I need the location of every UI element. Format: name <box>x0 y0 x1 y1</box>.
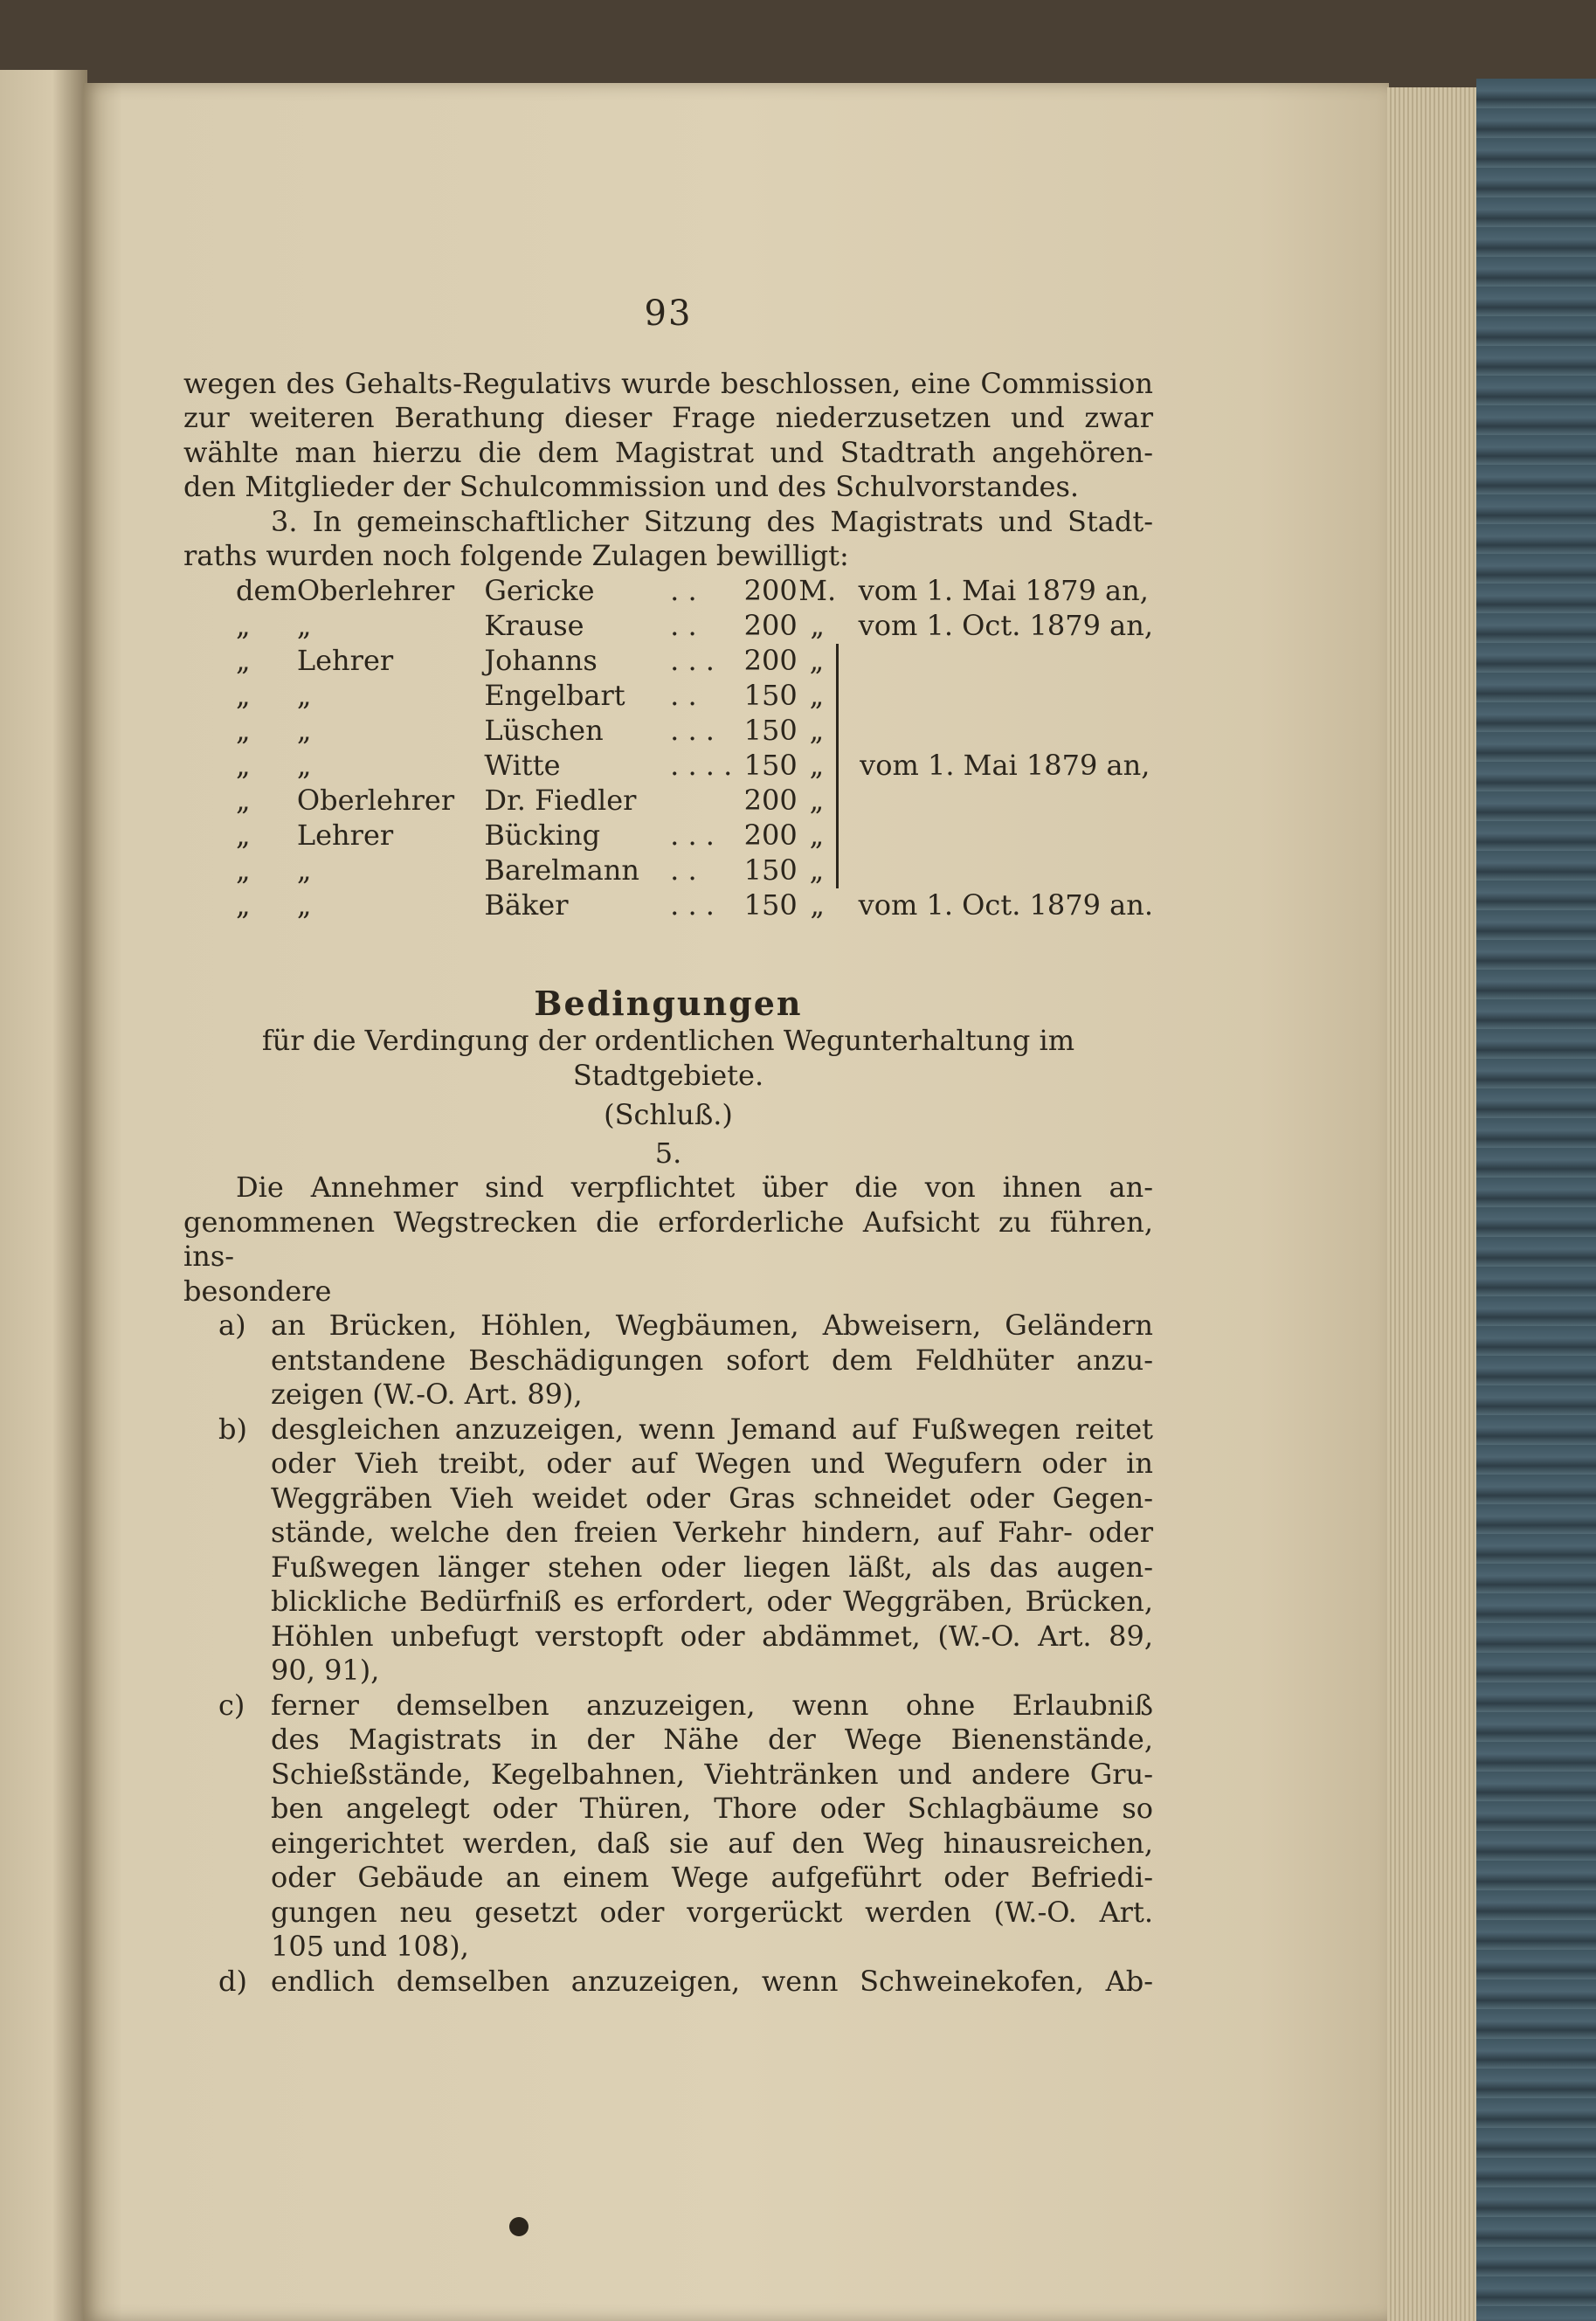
allowance-amount: 200 <box>743 608 798 642</box>
item-text <box>271 1965 1153 2000</box>
allowance-role: Oberlehrer <box>296 573 455 607</box>
text-line: besondere <box>183 1274 332 1308</box>
allowance-role: „ <box>296 713 312 747</box>
text-line: Höhlen unbefugt verstopft oder abdämmet, (W.-O. Art. 89, <box>271 1619 1153 1653</box>
section-title: Bedingungen <box>534 983 803 1023</box>
allowance-role: „ <box>296 678 312 712</box>
allowance-prefix: „ <box>236 818 251 852</box>
allowance-name: Dr. Fiedler <box>484 783 637 817</box>
text-line: oder Vieh treibt, oder auf Wegen und Wegufern oder in <box>271 1447 1153 1480</box>
allowance-table <box>236 574 1153 923</box>
text-line: Weggräben Vieh weidet oder Gras schneidet oder Gegen- <box>271 1481 1153 1515</box>
ink-dot <box>509 2217 529 2236</box>
allowance-prefix: „ <box>236 853 251 887</box>
allowance-amount: 200 <box>743 818 798 852</box>
allowance-name: Barelmann <box>484 853 640 887</box>
allowance-amount: 200 <box>743 643 798 677</box>
page-content <box>183 294 1153 1999</box>
allowance-unit: M. <box>798 573 837 607</box>
text-line: 90, 91), <box>271 1654 380 1687</box>
text-line: ferner demselben anzuzeigen, wenn ohne Erlaubniß <box>271 1688 1153 1722</box>
allowance-dots: . . . <box>670 818 715 852</box>
item-label: c) <box>218 1688 245 1722</box>
allowance-role: Oberlehrer <box>296 783 455 817</box>
allowance-role: „ <box>296 853 312 887</box>
subtitle-line: Stadtgebiete. <box>572 1058 764 1092</box>
allowance-prefix: „ <box>236 888 251 922</box>
text-line: Fußwegen länger stehen oder liegen läßt, als das augen- <box>271 1550 1153 1584</box>
text-line: genommenen Wegstrecken die erforderliche Aufsicht zu führen, ins- <box>183 1205 1153 1273</box>
allowance-row <box>236 644 1153 679</box>
allowance-unit: „ <box>809 818 825 852</box>
text-line: blickliche Bedürfniß es erfordert, oder Weggräben, Brücken, <box>271 1585 1153 1618</box>
allowance-amount: 150 <box>743 748 798 782</box>
allowance-row <box>236 888 1153 923</box>
text-line: wegen des Gehalts-Regulativs wurde beschlossen, eine Commission <box>183 366 1153 400</box>
page-number: 93 <box>644 294 693 334</box>
text-line: 105 und 108), <box>271 1930 469 1963</box>
section-3-paragraph <box>183 505 1153 574</box>
text-line: Schießstände, Kegelbahnen, Viehtränken und andere Gru- <box>271 1757 1153 1791</box>
allowance-amount: 150 <box>743 888 798 922</box>
allowance-prefix: „ <box>236 748 251 782</box>
allowance-name: Krause <box>484 608 584 642</box>
allowance-note: vom 1. Oct. 1879 an. <box>858 888 1153 922</box>
item-text <box>271 1309 1153 1413</box>
text-line: endlich demselben anzuzeigen, wenn Schweinekofen, Ab- <box>271 1964 1153 1998</box>
paragraph-5 <box>183 1171 1153 1309</box>
allowance-prefix: „ <box>236 608 251 642</box>
allowance-note: vom 1. Mai 1879 an, <box>858 573 1149 607</box>
obligation-item <box>183 1309 1153 1413</box>
text-line: an Brücken, Höhlen, Wegbäumen, Abweisern, Geländern <box>271 1309 1153 1342</box>
allowance-role: Lehrer <box>296 818 394 852</box>
allowance-role: „ <box>296 888 312 922</box>
allowance-dots: . . . <box>670 713 715 747</box>
allowance-role: „ <box>296 608 312 642</box>
obligation-item <box>183 1413 1153 1689</box>
item-label: b) <box>218 1412 247 1446</box>
item-text <box>271 1689 1153 1965</box>
allowance-prefix: dem <box>236 573 297 607</box>
text-line: raths wurden noch folgende Zulagen bewilligt: <box>183 539 849 572</box>
allowance-name: Johanns <box>484 643 598 677</box>
text-line: zeigen (W.-O. Art. 89), <box>271 1378 583 1411</box>
obligation-item <box>183 1965 1153 2000</box>
text-line: ben angelegt oder Thüren, Thore oder Schlagbäume so <box>271 1792 1153 1825</box>
allowance-dots: . . . . <box>670 748 733 782</box>
allowance-dots: . . . <box>670 888 715 922</box>
item-label: a) <box>218 1309 246 1342</box>
allowance-name: Witte <box>484 748 561 782</box>
allowance-dots: . . <box>670 853 697 887</box>
book-cover-edge <box>1476 79 1596 2321</box>
allowance-amount: 150 <box>743 713 798 747</box>
allowance-unit: „ <box>809 853 825 887</box>
item-text <box>271 1413 1153 1689</box>
allowance-prefix: „ <box>236 783 251 817</box>
allowance-role: Lehrer <box>296 643 394 677</box>
allowance-prefix: „ <box>236 643 251 677</box>
continued-note: (Schluß.) <box>604 1098 733 1131</box>
text-line: wählte man hierzu die dem Magistrat und Stadtrath angehören- <box>183 435 1153 469</box>
text-line: Die Annehmer sind verpflichtet über die von ihnen an- <box>236 1171 1153 1204</box>
text-line: den Mitglieder der Schulcommission und des Schulvorstandes. <box>183 470 1080 503</box>
text-line: zur weiteren Berathung dieser Frage niederzusetzen und zwar <box>183 401 1153 434</box>
allowance-dots: . . . <box>670 643 715 677</box>
allowance-amount: 150 <box>743 678 798 712</box>
allowance-unit: „ <box>810 608 825 642</box>
section-subtitle <box>183 1024 1153 1093</box>
intro-paragraph <box>183 367 1153 505</box>
allowance-unit: „ <box>809 783 825 817</box>
allowance-amount: 150 <box>743 853 798 887</box>
allowance-unit: „ <box>809 713 825 747</box>
allowance-name: Lüschen <box>484 713 604 747</box>
allowance-amount: 200 <box>743 573 798 607</box>
allowance-dots: . . <box>670 608 697 642</box>
text-line: oder Gebäude an einem Wege aufgeführt oder Befriedi- <box>271 1861 1153 1894</box>
item-label: d) <box>218 1964 247 1998</box>
text-line: stände, welche den freien Verkehr hindern, auf Fahr- oder <box>271 1516 1153 1549</box>
allowance-dots: . . <box>670 573 697 607</box>
obligation-list <box>183 1309 1153 1999</box>
allowance-unit: „ <box>809 748 825 782</box>
text-line: des Magistrats in der Nähe der Wege Bienenstände, <box>271 1723 1153 1756</box>
allowance-unit: „ <box>809 643 825 677</box>
allowance-row <box>236 609 1153 644</box>
previous-page-edge <box>0 70 87 2321</box>
allowance-name: Bücking <box>484 818 601 852</box>
text-line: gungen neu gesetzt oder vorgerückt werden (W.-O. Art. <box>271 1895 1153 1929</box>
allowance-amount: 200 <box>743 783 798 817</box>
allowance-unit: „ <box>810 888 825 922</box>
allowance-dots: . . <box>670 678 697 712</box>
paragraph-number: 5. <box>654 1136 682 1170</box>
allowance-name: Bäker <box>484 888 569 922</box>
text-line: eingerichtet werden, daß sie auf den Weg hinausreichen, <box>271 1826 1153 1860</box>
allowance-unit: „ <box>809 678 825 712</box>
allowance-prefix: „ <box>236 713 251 747</box>
allowance-name: Gericke <box>484 573 595 607</box>
obligation-item <box>183 1689 1153 1965</box>
allowance-role: „ <box>296 748 312 782</box>
text-line: 3. In gemeinschaftlicher Sitzung des Magistrats und Stadt- <box>271 504 1153 538</box>
allowance-name: Engelbart <box>484 678 625 712</box>
allowance-dots <box>670 784 732 819</box>
text-line: entstandene Beschädigungen sofort dem Feldhüter anzu- <box>271 1343 1153 1377</box>
allowance-prefix: „ <box>236 678 251 712</box>
allowance-row <box>236 574 1153 609</box>
allowance-note: vom 1. Oct. 1879 an, <box>858 608 1153 642</box>
text-line: desgleichen anzuzeigen, wenn Jemand auf Fußwegen reitet <box>271 1412 1153 1446</box>
brace-note: vom 1. Mai 1879 an, <box>838 644 1153 888</box>
subtitle-line: für die Verdingung der ordentlichen Wegunterhaltung im <box>261 1024 1075 1057</box>
page-stack-edge <box>1387 87 1483 2321</box>
